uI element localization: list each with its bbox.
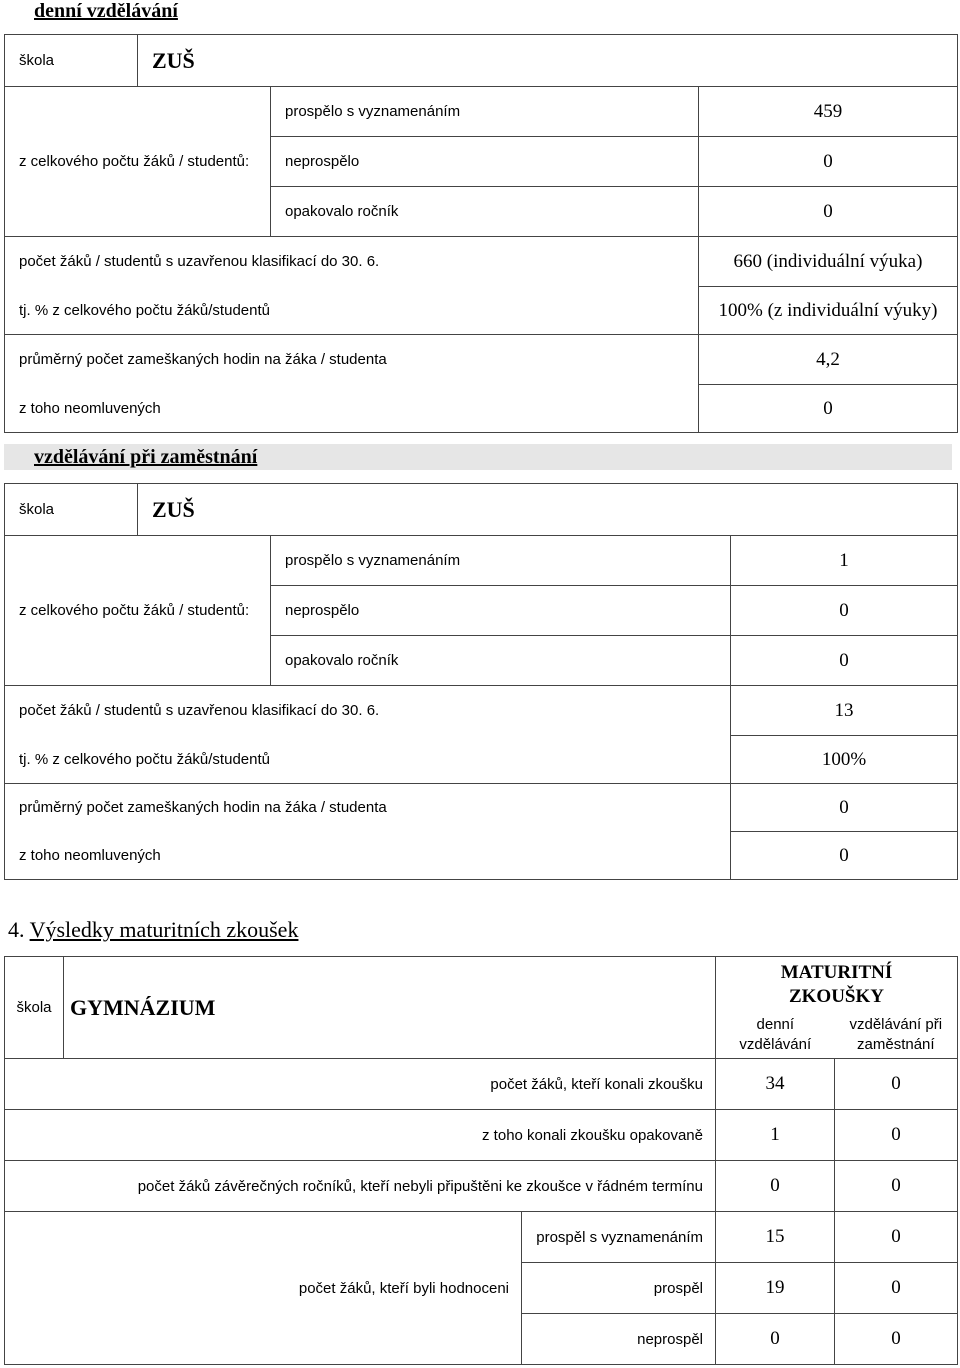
school-name: ZUŠ (138, 484, 958, 536)
pct-label: tj. % z celkového počtu žáků/studentů (5, 287, 699, 335)
absence-label: průměrný počet zameškaných hodin na žáka / studenta (5, 784, 731, 832)
exam-row-day: 34 (716, 1059, 835, 1110)
closed-label: počet žáků / studentů s uzavřenou klasifikací do 30. 6. (5, 686, 731, 736)
exam-row-work: 0 (835, 1161, 958, 1212)
exam-row-work: 0 (835, 1110, 958, 1161)
evaluated-row-day: 19 (716, 1263, 835, 1314)
total-label: z celkového počtu žáků / studentů: (5, 536, 271, 686)
evaluated-row-day: 15 (716, 1212, 835, 1263)
section-heading-work: vzdělávání při zaměstnání (34, 446, 258, 468)
school-name: ZUŠ (138, 35, 958, 87)
school-name: GYMNÁZIUM (64, 957, 716, 1059)
school-label: škola (5, 484, 138, 536)
closed-value: 13 (731, 686, 958, 736)
row-label: opakovalo ročník (271, 187, 699, 237)
table-work-education (4, 483, 958, 880)
exam-row-label: z toho konali zkoušku opakovaně (5, 1110, 716, 1161)
unexcused-value: 0 (731, 832, 958, 880)
section-heading-day: denní vzdělávání (34, 0, 178, 22)
row-label: neprospělo (271, 137, 699, 187)
exam-row-work: 0 (835, 1059, 958, 1110)
unexcused-label: z toho neomluvených (5, 385, 699, 433)
exam-row-label: počet žáků závěrečných ročníků, kteří nebyli připuštěni ke zkoušce v řádném termínu (5, 1161, 716, 1212)
pct-value: 100% (z individuální výuky) (699, 287, 958, 335)
row-value: 459 (699, 87, 958, 137)
section-number: 4. (8, 917, 25, 942)
evaluated-row-label: neprospěl (522, 1314, 716, 1365)
closed-label: počet žáků / studentů s uzavřenou klasifikací do 30. 6. (5, 237, 699, 287)
row-label: prospělo s vyznamenáním (271, 536, 731, 586)
absence-value: 0 (731, 784, 958, 832)
section-title: Výsledky maturitních zkoušek (29, 917, 299, 942)
col-work: vzdělávání při zaměstnání (849, 1016, 943, 1053)
row-label: neprospělo (271, 586, 731, 636)
unexcused-value: 0 (699, 385, 958, 433)
evaluated-label: počet žáků, kteří byli hodnoceni (5, 1212, 522, 1365)
table-day-education (4, 34, 958, 433)
unexcused-label: z toho neomluvených (5, 832, 731, 880)
evaluated-row-label: prospěl (522, 1263, 716, 1314)
evaluated-row-work: 0 (835, 1314, 958, 1365)
absence-label: průměrný počet zameškaných hodin na žáka / studenta (5, 335, 699, 385)
closed-value: 660 (individuální výuka) (699, 237, 958, 287)
exam-row-label: počet žáků, kteří konali zkoušku (5, 1059, 716, 1110)
evaluated-row-day: 0 (716, 1314, 835, 1365)
school-label: škola (5, 35, 138, 87)
row-value: 0 (731, 586, 958, 636)
row-label: opakovalo ročník (271, 636, 731, 686)
exam-row-day: 1 (716, 1110, 835, 1161)
pct-value: 100% (731, 736, 958, 784)
mat-header: MATURITNÍ ZKOUŠKY (780, 962, 893, 1007)
row-value: 0 (699, 187, 958, 237)
evaluated-row-label: prospěl s vyznamenáním (522, 1212, 716, 1263)
col-day: denní vzdělávání (739, 1016, 812, 1053)
school-label: škola (5, 957, 64, 1059)
mat-header-cell (716, 957, 958, 1059)
row-label: prospělo s vyznamenáním (271, 87, 699, 137)
row-value: 1 (731, 536, 958, 586)
evaluated-row-work: 0 (835, 1263, 958, 1314)
section-heading-exams (8, 917, 298, 943)
row-value: 0 (731, 636, 958, 686)
evaluated-row-work: 0 (835, 1212, 958, 1263)
total-label: z celkového počtu žáků / studentů: (5, 87, 271, 237)
exam-row-day: 0 (716, 1161, 835, 1212)
table-exams (4, 956, 958, 1365)
pct-label: tj. % z celkového počtu žáků/studentů (5, 736, 731, 784)
absence-value: 4,2 (699, 335, 958, 385)
row-value: 0 (699, 137, 958, 187)
